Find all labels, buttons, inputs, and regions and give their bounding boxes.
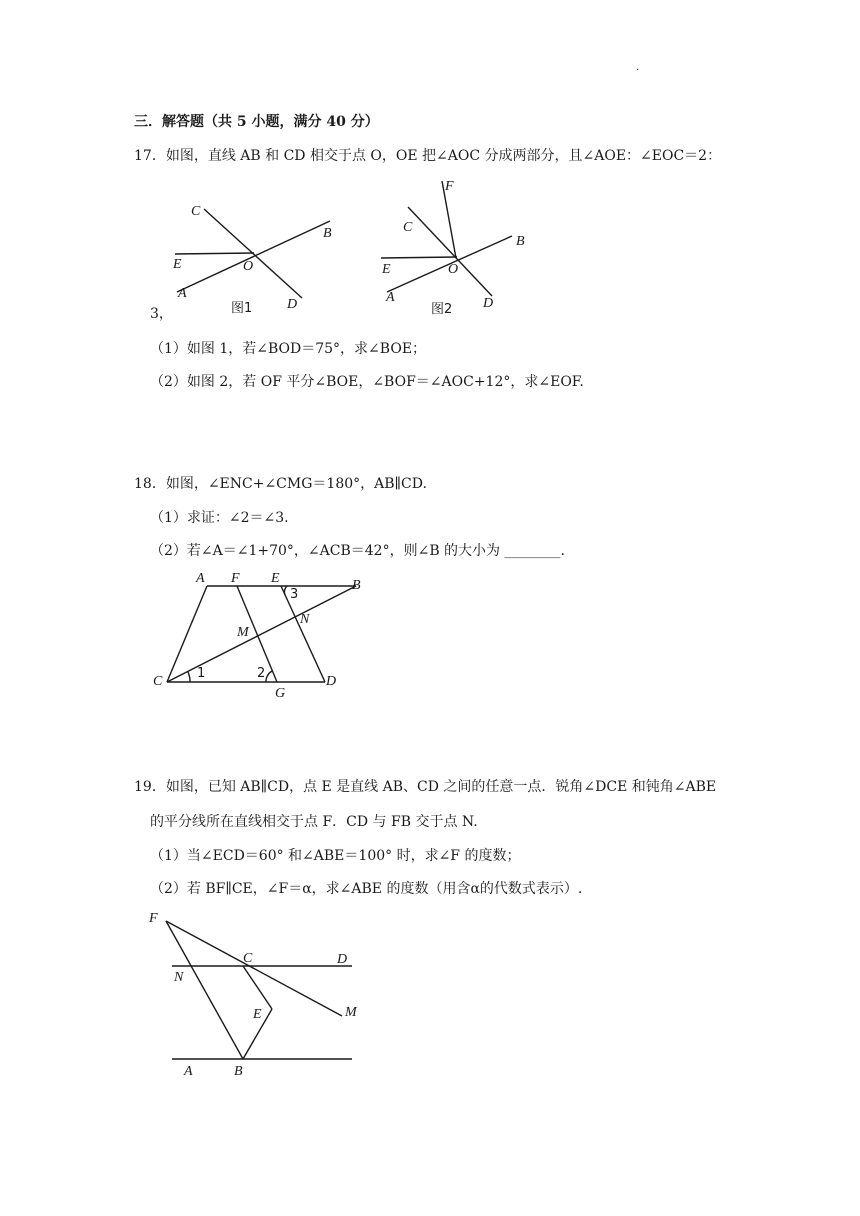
q19-stem-cont: 的平分线所在直线相交于点 F．CD 与 FB 交于点 N.: [150, 814, 478, 830]
label-e: E: [253, 1007, 262, 1022]
label-m: M: [237, 625, 249, 640]
q17-part-1: （1）如图 1，若∠BOD＝75°，求∠BOE；: [150, 341, 427, 357]
q17-part-2: （2）如图 2，若 OF 平分∠BOE，∠BOF＝∠AOC+12°，求∠EOF.: [150, 374, 584, 390]
label-f: F: [231, 571, 240, 586]
label-f: F: [149, 911, 158, 926]
label-a: A: [196, 571, 205, 586]
label-b: B: [323, 226, 332, 241]
label-a: A: [386, 290, 395, 305]
label-d: D: [326, 674, 337, 689]
label-n: N: [300, 612, 310, 627]
label-f: F: [445, 179, 454, 194]
label-b: B: [352, 578, 361, 593]
label-d: D: [337, 952, 348, 967]
label-a: A: [178, 286, 187, 301]
q19-stem: 19．如图，已知 AB∥CD，点 E 是直线 AB、CD 之间的任意一点．锐角∠DCE 和钝角∠ABE: [134, 779, 717, 795]
q18-stem: 18．如图，∠ENC+∠CMG＝180°，AB∥CD.: [134, 476, 427, 492]
q19-part-1: （1）当∠ECD＝60° 和∠ABE＝100° 时，求∠F 的度数；: [150, 848, 521, 864]
q17-stem-cont: 3，: [150, 306, 173, 322]
label-m: M: [345, 1005, 357, 1020]
label-d: D: [483, 296, 494, 311]
label-a: A: [184, 1064, 193, 1079]
label-2: 2: [257, 666, 266, 681]
label-e: E: [382, 262, 391, 277]
label-e: E: [173, 257, 182, 272]
label-c: C: [191, 204, 201, 219]
label-1: 1: [197, 666, 206, 681]
q17-stem: 17．如图，直线 AB 和 CD 相交于点 O，OE 把∠AOC 分成两部分，且∠AOE：∠EOC＝2：: [134, 148, 722, 164]
label-o: O: [243, 259, 254, 274]
label-e: E: [271, 571, 280, 586]
q18-part-1: （1）求证：∠2＝∠3.: [150, 510, 289, 526]
q19-part-2: （2）若 BF∥CE，∠F＝α，求∠ABE 的度数（用含α的代数式表示）.: [150, 881, 583, 897]
section-title: 三．解答题（共 5 小题，满分 40 分）: [134, 114, 379, 130]
caption-fig2: 图2: [431, 302, 453, 317]
label-c: C: [403, 220, 413, 235]
label-c: C: [153, 674, 163, 689]
label-c: C: [243, 951, 253, 966]
header-mark: .: [636, 62, 640, 73]
label-b: B: [234, 1064, 243, 1079]
q18-part-2: （2）若∠A＝∠1+70°，∠ACB＝42°，则∠B 的大小为 ________.: [150, 543, 565, 559]
label-n: N: [174, 970, 184, 985]
label-3: 3: [290, 587, 299, 602]
label-b: B: [516, 234, 525, 249]
label-o: O: [448, 262, 459, 277]
label-g: G: [275, 686, 286, 701]
label-d: D: [287, 297, 298, 312]
segment-ce: [243, 966, 272, 1009]
caption-fig1: 图1: [231, 301, 253, 316]
